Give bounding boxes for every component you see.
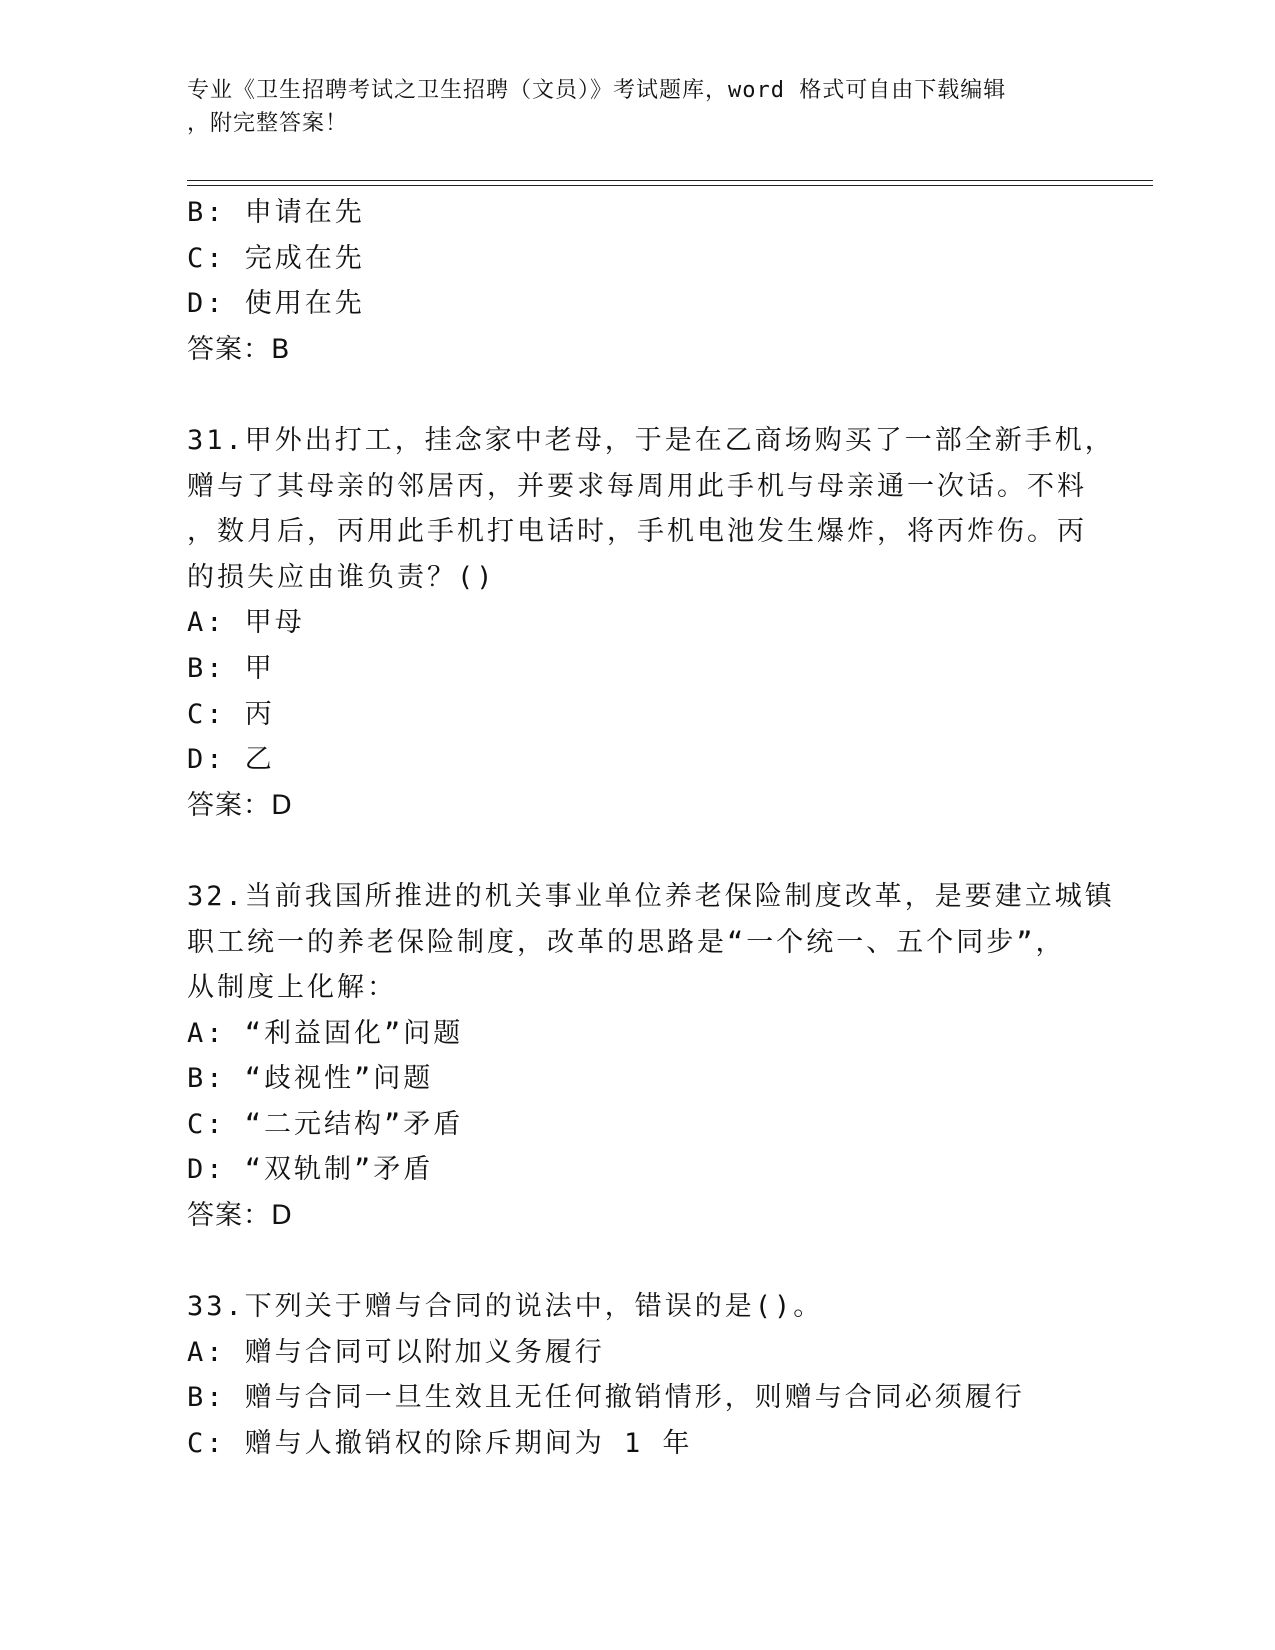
question-text-line: ，数月后，丙用此手机打电话时，手机电池发生爆炸，将丙炸伤。丙 <box>187 516 1087 548</box>
answer: 答案：D <box>187 789 293 821</box>
header-rule-bottom <box>187 185 1153 186</box>
question-text-line: 32.当前我国所推进的机关事业单位养老保险制度改革，是要建立城镇 <box>187 880 1115 912</box>
option-a: A: 甲母 <box>187 607 305 639</box>
header-line-1: 专业《卫生招聘考试之卫生招聘（文员）》考试题库，word 格式可自由下载编辑 <box>187 78 1007 103</box>
question-text-line: 31.甲外出打工，挂念家中老母，于是在乙商场购买了一部全新手机， <box>187 424 1115 456</box>
question-block-31 <box>187 418 1115 828</box>
header-rule-top <box>187 180 1153 181</box>
question-text-line: 33.下列关于赠与合同的说法中，错误的是()。 <box>187 1291 824 1323</box>
option-b: B: 赠与合同一旦生效且无任何撤销情形，则赠与合同必须履行 <box>187 1382 1025 1414</box>
option-c: C: 完成在先 <box>187 242 365 274</box>
option-b: B: “歧视性”问题 <box>187 1063 434 1095</box>
document-header <box>187 74 1067 140</box>
option-d: D: “双轨制”矛盾 <box>187 1154 434 1186</box>
option-b: B: 申请在先 <box>187 197 365 228</box>
answer: 答案：D <box>187 1200 293 1232</box>
option-a: A: “利益固化”问题 <box>187 1017 464 1049</box>
document-body <box>187 190 1115 1467</box>
question-text-line: 的损失应由谁负责？() <box>187 561 496 593</box>
option-c: C: 赠与人撤销权的除斥期间为 1 年 <box>187 1428 693 1460</box>
option-b: B: 甲 <box>187 652 275 684</box>
question-block-32 <box>187 874 1115 1239</box>
option-d: D: 使用在先 <box>187 288 365 320</box>
option-c: C: “二元结构”矛盾 <box>187 1108 464 1140</box>
question-text-line: 职工统一的养老保险制度，改革的思路是“一个统一、五个同步”， <box>187 926 1066 958</box>
option-c: C: 丙 <box>187 698 275 730</box>
question-block-30 <box>187 190 1087 372</box>
answer: 答案：B <box>187 333 291 365</box>
header-line-2: ，附完整答案！ <box>187 111 349 136</box>
question-text-line: 从制度上化解： <box>187 972 397 1004</box>
question-text-line: 赠与了其母亲的邻居丙，并要求每周用此手机与母亲通一次话。不料 <box>187 470 1087 502</box>
option-a: A: 赠与合同可以附加义务履行 <box>187 1336 605 1368</box>
question-block-33 <box>187 1284 1087 1466</box>
option-d: D: 乙 <box>187 744 275 776</box>
